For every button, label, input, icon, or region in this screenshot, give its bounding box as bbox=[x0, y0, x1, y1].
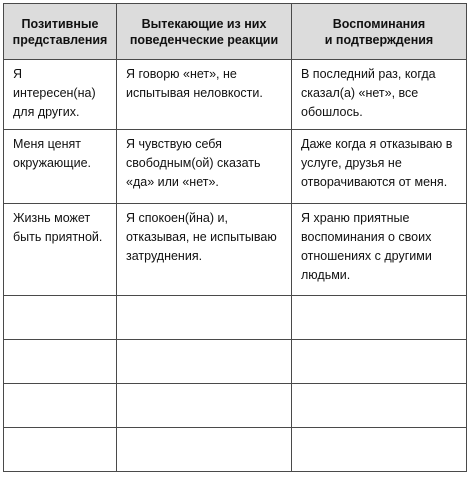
empty-row bbox=[4, 340, 467, 384]
empty-row bbox=[4, 296, 467, 340]
cell-text: Жизнь может быть приятной. bbox=[13, 211, 103, 244]
beliefs-table bbox=[3, 3, 467, 472]
cell-text: Я чувствую себя свободным(ой) сказать «да» или «нет». bbox=[126, 137, 261, 189]
table-cell bbox=[4, 60, 117, 130]
header-positive-beliefs bbox=[4, 4, 117, 60]
table-row bbox=[4, 204, 467, 296]
empty-cell bbox=[292, 296, 467, 340]
table-cell bbox=[117, 60, 292, 130]
cell-text: В последний раз, когда сказал(а) «нет», все обошлось. bbox=[301, 67, 436, 119]
header-label: Воспоминания и подтверждения bbox=[324, 16, 434, 47]
empty-cell bbox=[4, 296, 117, 340]
empty-row bbox=[4, 428, 467, 472]
cell-text: Даже когда я отказываю в услуге, друзья не отворачиваются от меня. bbox=[301, 137, 453, 189]
empty-cell bbox=[292, 340, 467, 384]
empty-row bbox=[4, 384, 467, 428]
table-cell bbox=[292, 130, 467, 204]
cell-text: Я спокоен(йна) и, отказывая, не испытываю затруднения. bbox=[126, 211, 277, 263]
empty-cell bbox=[4, 428, 117, 472]
empty-cell bbox=[117, 384, 292, 428]
empty-cell bbox=[117, 340, 292, 384]
table-cell bbox=[4, 204, 117, 296]
header-label: Позитивные представления bbox=[12, 16, 108, 47]
table-cell bbox=[117, 204, 292, 296]
table-cell bbox=[292, 204, 467, 296]
table-header-row bbox=[4, 4, 467, 60]
cell-text: Я интересен(на) для других. bbox=[13, 67, 96, 119]
header-memories-confirmations bbox=[292, 4, 467, 60]
empty-cell bbox=[117, 428, 292, 472]
header-label: Вытекающие из них поведенческие реакции bbox=[129, 16, 279, 47]
empty-cell bbox=[4, 340, 117, 384]
table-cell bbox=[117, 130, 292, 204]
empty-cell bbox=[117, 296, 292, 340]
empty-cell bbox=[292, 428, 467, 472]
table-cell bbox=[292, 60, 467, 130]
table-cell bbox=[4, 130, 117, 204]
empty-cell bbox=[4, 384, 117, 428]
empty-cell bbox=[292, 384, 467, 428]
cell-text: Я храню приятные воспоминания о своих отношениях с другими людьми. bbox=[301, 211, 432, 282]
table-row bbox=[4, 130, 467, 204]
table-row bbox=[4, 60, 467, 130]
cell-text: Меня ценят окружающие. bbox=[13, 137, 92, 170]
header-behavioral-reactions bbox=[117, 4, 292, 60]
cell-text: Я говорю «нет», не испытывая неловкости. bbox=[126, 67, 263, 100]
